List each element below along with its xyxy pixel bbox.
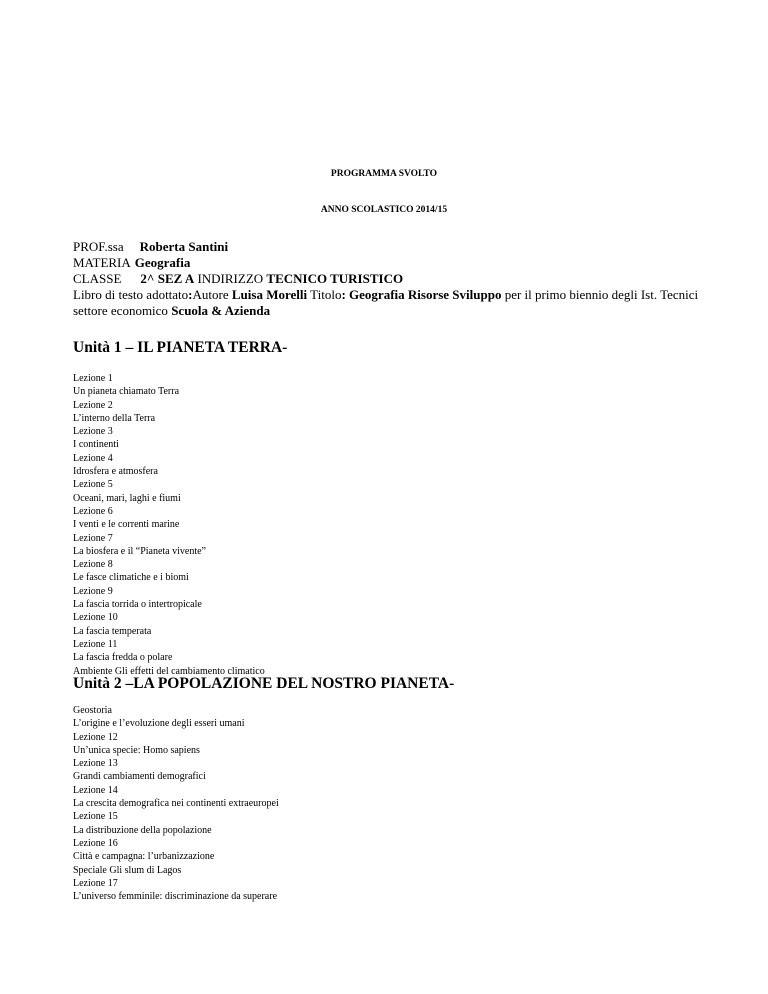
list-item: I venti e le correnti marine [73, 519, 180, 531]
list-item: Un pianeta chiamato Terra [73, 386, 180, 398]
class-value: 2^ SEZ A [140, 271, 195, 286]
list-item: L’interno della Terra [73, 412, 156, 424]
list-item: Geostoria [73, 705, 112, 716]
class-row [73, 271, 713, 287]
list-item: La crescita demografica nei continenti extraeuropei [73, 798, 279, 810]
list-item: Idrosfera e atmosfera [73, 466, 158, 478]
list-item: Lezione 4 [73, 452, 113, 464]
list-item: La fascia fredda o polare [73, 652, 173, 664]
list-item: Lezione 11 [73, 638, 118, 650]
list-item: Lezione 1 [73, 373, 113, 384]
author-name: Luisa Morelli [231, 287, 308, 302]
list-item: Lezione 3 [73, 426, 113, 438]
class-label: CLASSE [73, 271, 122, 286]
list-item: L’origine e l’evoluzione degli esseri umani [73, 718, 245, 730]
textbook-label: Libro di testo adottato [73, 287, 189, 302]
subject-row [73, 255, 713, 271]
list-item: Grandi cambiamenti demografici [73, 771, 206, 783]
list-item: Lezione 16 [73, 837, 118, 849]
document-title: PROGRAMMA SVOLTO [330, 169, 438, 179]
title-label: Titolo [310, 287, 342, 302]
list-item: Lezione 12 [73, 731, 118, 743]
list-item: Oceani, mari, laghi e fiumi [73, 492, 181, 504]
unit-2-lesson-list [73, 704, 279, 903]
list-item: Lezione 9 [73, 585, 113, 597]
author-label: Autore [192, 287, 229, 302]
list-item: Un’unica specie: Homo sapiens [73, 744, 200, 756]
prof-label: PROF.ssa [73, 239, 124, 254]
list-item: Le fasce climatiche e i biomi [73, 572, 189, 584]
prof-name: Roberta Santini [139, 239, 229, 254]
publisher: Scuola & Azienda [171, 303, 271, 318]
list-item: Lezione 13 [73, 758, 118, 770]
book-title: Geografia Risorse Sviluppo [349, 287, 502, 302]
subject-value: Geografia [134, 255, 191, 270]
list-item: Lezione 2 [73, 399, 113, 411]
list-item: Ambiente Gli effetti del cambiamento climatico [73, 665, 265, 677]
school-year: ANNO SCOLASTICO 2014/15 [320, 205, 448, 215]
textbook-info: Libro di testo adottato:Autore Luisa Morelli Titolo: Geografia Risorse Sviluppo per il primo biennio degli Ist. Tecnici settore economico Scuola & Azienda [73, 287, 699, 318]
document-header [73, 239, 713, 319]
list-item: Lezione 14 [73, 784, 118, 796]
list-item: La fascia temperata [73, 625, 152, 637]
list-item: I continenti [73, 439, 119, 451]
teacher-row [73, 239, 713, 255]
list-item: L’universo femminile: discriminazione da superare [73, 891, 278, 903]
unit-2-title: Unità 2 –LA POPOLAZIONE DEL NOSTRO PIANETA- [73, 675, 455, 692]
list-item: Città e campagna: l’urbanizzazione [73, 851, 215, 863]
list-item: La distribuzione della popolazione [73, 824, 212, 836]
list-item: Lezione 5 [73, 479, 113, 491]
subject-label: MATERIA [73, 255, 131, 270]
list-item: Lezione 10 [73, 612, 118, 624]
unit-1-lesson-list [73, 372, 265, 678]
unit-1-title: Unità 1 – IL PIANETA TERRA- [73, 339, 288, 356]
track-label: INDIRIZZO [197, 271, 264, 286]
track-value: TECNICO TURISTICO [266, 271, 404, 286]
book-details: per il primo biennio degli Ist. Tecnici settore economico [73, 287, 699, 318]
list-item: Lezione 17 [73, 877, 118, 889]
list-item: Lezione 15 [73, 811, 118, 823]
list-item: Lezione 7 [73, 532, 113, 544]
list-item: Lezione 6 [73, 505, 113, 517]
list-item: La biosfera e il “Pianeta vivente” [73, 545, 206, 557]
list-item: La fascia torrida o intertropicale [73, 599, 202, 611]
list-item: Speciale Gli slum di Lagos [73, 864, 182, 876]
list-item: Lezione 8 [73, 559, 113, 571]
